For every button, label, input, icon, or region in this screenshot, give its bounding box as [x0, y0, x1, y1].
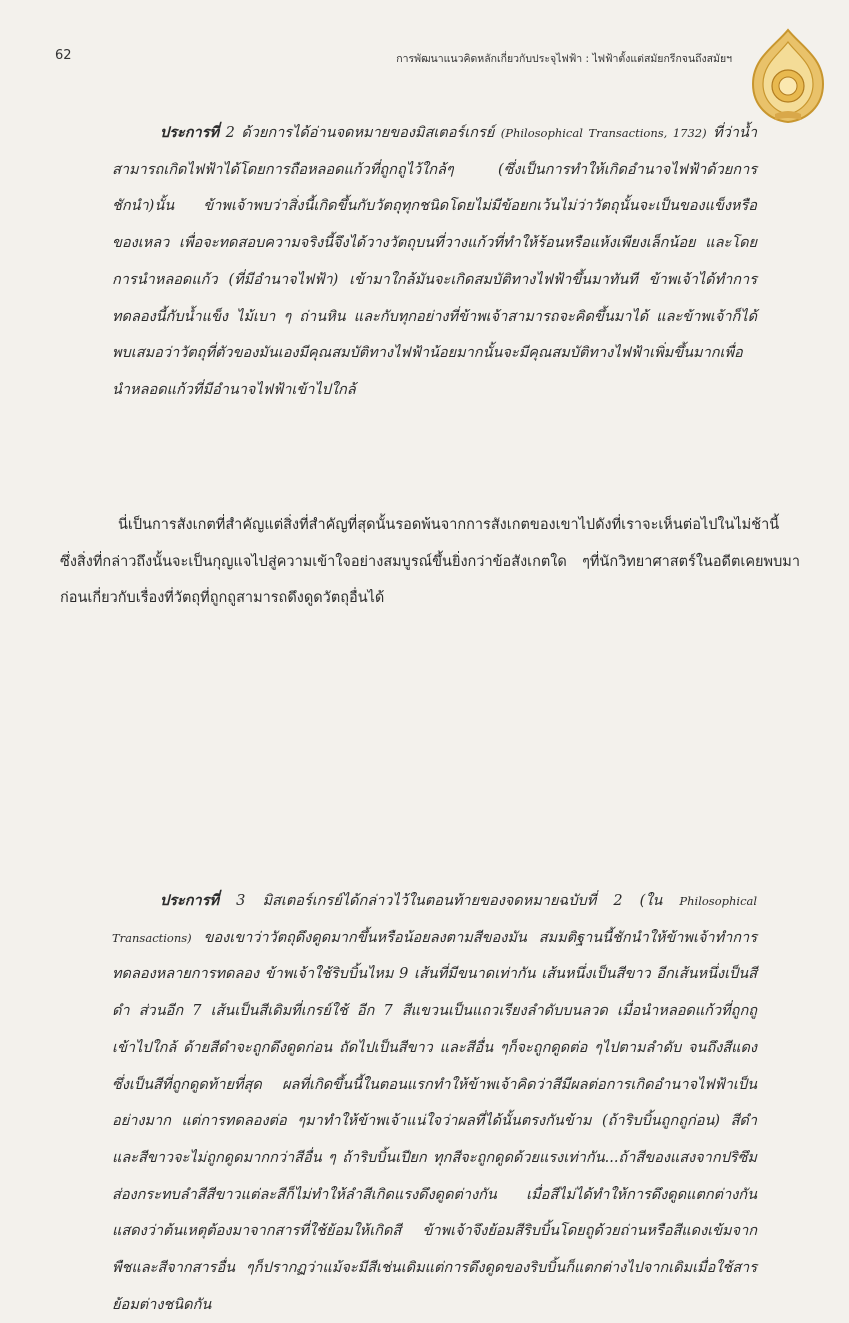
- reason-3-lead: ประการที่: [160, 892, 220, 909]
- reason-2-lead: ประการที่: [160, 124, 220, 141]
- running-header: การพัฒนาแนวคิดหลักเกี่ยวกับประจุไฟฟ้า : ไฟฟ้าตั้งแต่สมัยกรีกจนถึงสมัยฯ: [396, 53, 732, 65]
- reason-2-number: 2: [225, 125, 235, 141]
- paragraph-reason-3: [112, 883, 757, 1323]
- reason-2-text-a: ด้วยการได้อ่านจดหมายของมิสเตอร์เกรย์: [241, 125, 495, 141]
- paragraph-reason-2: [112, 115, 757, 409]
- reason-3-text-a: มิสเตอร์เกรย์ได้กล่าวไว้ในตอนท้ายของจดหมายฉบับที่ 2 (ใน: [262, 893, 663, 909]
- reason-3-number: 3: [236, 893, 246, 909]
- reason-3-text-b: ของเขาว่าวัตถุดึงดูดมากขึ้นหรือน้อยลงตามสีของมัน สมมติฐานนี้ชักนำให้ข้าพเจ้าทำการทดลองหลายการทดลอง ข้าพเจ้าใช้ริบบิ้นไหม 9 เส้นที่มีขนาดเท่ากัน เส้นหนึ่งเป็นสีขาว อีกเส้นหนึ่งเป็นสีดำ ส่วนอีก 7 เส้นเป็นสีเดิมที่เกรย์ใช้ อีก 7 สีแขวนเป็นแถวเรียงลำดับบนลวด เมื่อนำหลอดแก้วที่ถูกถูเข้าไปใกล้ ด้ายสีดำจะถูกดึงดูดก่อน ถัดไปเป็นสีขาว และสีอื่น ๆก็จะถูกดูดต่อ ๆไปตามลำดับ จนถึงสีแดงซึ่งเป็นสีที่ถูกดูดท้ายที่สุด ผลที่เกิดขึ้นนี้ในตอนแรกทำให้ข้าพเจ้าคิดว่าสีมีผลต่อการเกิดอำนาจไฟฟ้าเป็นอย่างมาก แต่การทดลองต่อ ๆมาทำให้ข้าพเจ้าแน่ใจว่าผลที่ได้นั้นตรงกันข้าม (ถ้าริบบิ้นถูกถูก่อน) สีดำและสีขาวจะไม่ถูกดูดมากกว่าสีอื่น ๆ ถ้าริบบิ้นเปียก ทุกสีจะถูกดูดด้วยแรงเท่ากัน...ถ้าสีของแสงจากปริซึมส่องกระทบลำสีสีขาวแต่ละสีก็ไม่ทำให้ลำสีเกิดแรงดึงดูดต่างกัน เมื่อสีไม่ได้ทำให้การดึงดูดแตกต่างกัน แสดงว่าต้นเหตุต้องมาจากสารที่ใช้ย้อมให้เกิดสี ข้าพเจ้าจึงย้อมสีริบบิ้นโดยถูด้วยถ่านหรือสีแดงเข้มจากพืชและสีจากสารอื่น ๆก็ปรากฏว่าแม้จะมีสีเช่นเดิมแต่การดึงดูดของริบบิ้นก็แตกต่างไปจากเดิมเมื่อใช้สารย้อมต่างชนิดกัน: [112, 929, 757, 1313]
- observation-text: นี่เป็นการสังเกตที่สำคัญแต่สิ่งที่สำคัญที่สุดนั้นรอดพ้นจากการสังเกตของเขาไปดังที่เราจะเห็นต่อไปในไม่ช้านี้ ซึ่งสิ่งที่กล่าวถึงนั้นจะเป็นกุญแจไปสู่ความเข้าใจอย่างสมบูรณ์ขึ้นยิ่งกว่าข้อสังเกตใด ๆที่นักวิทยาศาสตร์ในอดีตเคยพบมาก่อนเกี่ยวกับเรื่องที่วัตถุที่ถูกถูสามารถดึงดูดวัตถุอื่นได้: [60, 517, 800, 607]
- reason-3-citation: Philosophical Transactions): [112, 894, 758, 945]
- institution-emblem-icon: [745, 28, 831, 124]
- reason-2-text-b: ที่ว่าน้ำสามารถเกิดไฟฟ้าได้โดยการถือหลอดแก้วที่ถูกถูไว้ใกล้ๆ (ซึ่งเป็นการทำให้เกิดอำนาจไฟฟ้าด้วยการชักนำ)นั้น ข้าพเจ้าพบว่าสิ่งนี้เกิดขึ้นกับวัตถุทุกชนิดโดยไม่มีข้อยกเว้นไม่ว่าวัตถุนั้นจะเป็นของแข็งหรือของเหลว เพื่อจะทดสอบความจริงนี้จึงได้วางวัตถุบนที่วางแก้วที่ทำให้ร้อนหรือแห้งเพียงเล็กน้อย และโดยการนำหลอดแก้ว (ที่มีอำนาจไฟฟ้า) เข้ามาใกล้มันจะเกิดสมบัติทางไฟฟ้าขึ้นมาทันที ข้าพเจ้าได้ทำการทดลองนี้กับน้ำแข็ง ไม้เบา ๆ ถ่านหิน และกับทุกอย่างที่ข้าพเจ้าสามารถจะคิดขึ้นมาได้ และข้าพเจ้าก็ได้พบเสมอว่าวัตถุที่ตัวของมันเองมีคุณสมบัติทางไฟฟ้าน้อยมากนั้นจะมีคุณสมบัติทางไฟฟ้าเพิ่มขึ้นมากเพื่อนำหลอดแก้วที่มีอำนาจไฟฟ้าเข้าไปใกล้: [112, 125, 758, 398]
- page-number: 62: [55, 48, 72, 63]
- reason-2-citation: (Philosophical Transactions, 1732): [500, 126, 707, 140]
- paragraph-observation: [60, 507, 800, 617]
